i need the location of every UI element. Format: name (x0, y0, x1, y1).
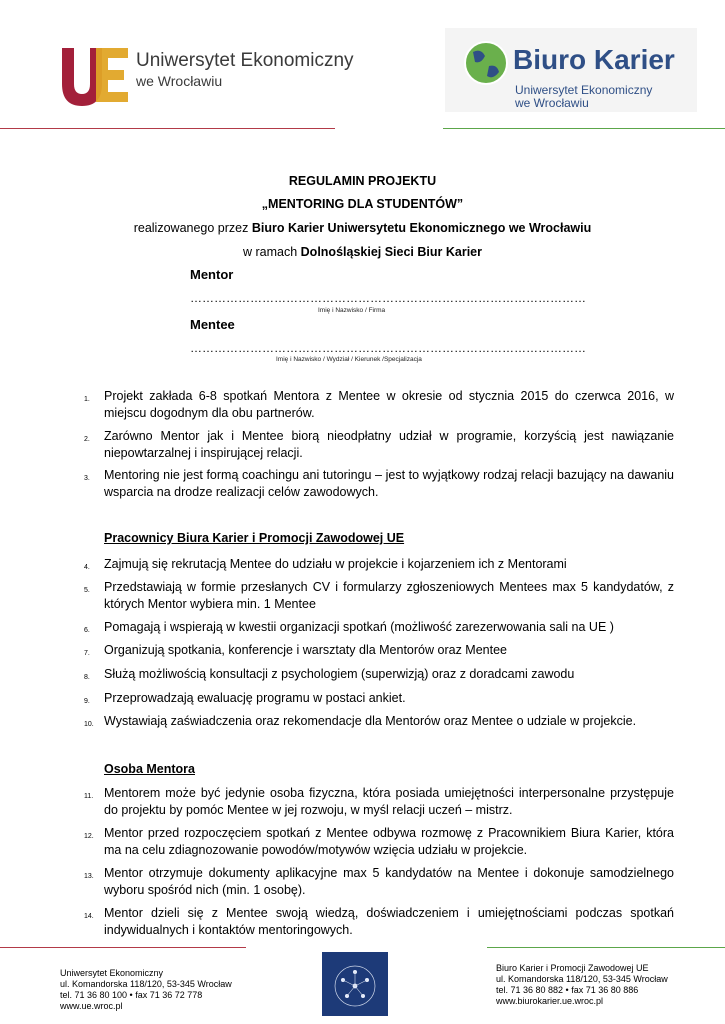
bk-title: Biuro Karier (513, 44, 675, 75)
item-number: 7. (84, 650, 90, 657)
footer-right-link[interactable]: www.biurokarier.ue.wroc.pl (496, 996, 604, 1006)
item-number: 3. (84, 475, 90, 482)
network-emblem-icon (322, 952, 388, 1016)
doc-title-line3-prefix: realizowanego przez (133, 221, 252, 235)
item-number: 14. (84, 913, 94, 920)
item-text: Mentor przed rozpoczęciem spotkań z Mentee odbywa rozmowę z Pracownikiem Biura Karier, która ma na celu zdiagnozowanie powodów/motywów wzięcia udziału w projekcie. (104, 826, 674, 857)
item-text: Mentor dzieli się z Mentee swoją wiedzą, doświadczeniem i umiejętnościami podczas spotkań indywidualnych i kontaktów mentoringowych. (104, 906, 674, 937)
item-text: Zarówno Mentor jak i Mentee biorą nieodpłatny udział w programie, korzyścią jest nawiązanie niepowtarzalnej i inspirującej relacji. (104, 429, 674, 460)
doc-title-line1: REGULAMIN PROJEKTU (288, 174, 437, 188)
section-title-pracownicy: Pracownicy Biura Karier i Promocji Zawodowej UE (104, 531, 405, 545)
footer-right-line: Biuro Karier i Promocji Zawodowej UE (496, 963, 649, 973)
item-text: Zajmują się rekrutacją Mentee do udziału w projekcie i kojarzeniem ich z Mentorami (104, 557, 567, 571)
ue-name-line1: Uniwersytet Ekonomiczny (136, 50, 354, 71)
doc-title-line4 (0, 245, 725, 259)
footer-right-line: tel. 71 36 80 882 • fax 71 36 80 886 (496, 985, 639, 995)
ue-logo (60, 44, 354, 108)
section-title-osoba-mentora: Osoba Mentora (104, 762, 195, 776)
footer-left-address (60, 968, 232, 1012)
item-text: Projekt zakłada 6-8 spotkań Mentora z Mentee w okresie od stycznia 2015 do czerwca 2016, w miejscu dogodnym dla obu partnerów. (104, 389, 674, 420)
header-rule-green (443, 128, 725, 129)
footer-rule-green (487, 947, 725, 948)
doc-title-line3-bold: Biuro Karier Uniwersytetu Ekonomicznego we Wrocławiu (251, 221, 592, 235)
mentee-caption: Imię i Nazwisko / Wydział / Kierunek /Specjalizacja (276, 356, 422, 363)
item-text: Mentor otrzymuje dokumenty aplikacyjne max 5 kandydatów na Mentee i dokonuje samodzielnego wyboru spośród nich (min. 1 osobę). (104, 866, 674, 897)
item-number: 12. (84, 833, 94, 840)
ue-name-line2: we Wrocławiu (136, 73, 223, 89)
footer-rule-red (0, 947, 246, 948)
dolnoslaska-siec-emblem (322, 952, 388, 1016)
footer-left-line: Uniwersytet Ekonomiczny (60, 968, 164, 978)
item-number: 10. (84, 721, 94, 728)
item-number: 8. (84, 674, 90, 681)
mentee-field[interactable]: ……………………………………………………………………………………… (190, 341, 586, 355)
footer-left-link[interactable]: www.ue.wroc.pl (60, 1001, 123, 1011)
item-number: 2. (84, 436, 90, 443)
item-text: Pomagają i wspierają w kwestii organizacji spotkań (możliwość zarezerwowania sali na UE ) (104, 620, 614, 634)
item-text: Wystawiają zaświadczenia oraz rekomendacje dla Mentorów oraz Mentee o udziale w projekcie. (104, 714, 637, 728)
item-number: 4. (84, 564, 90, 571)
item-text: Mentorem może być jedynie osoba fizyczna, która posiada umiejętności interpersonalne przystępuje do projektu by pomóc Mentee w jej rozwoju, w myśl relacji uczeń – mistrz. (104, 786, 674, 817)
bk-subtitle-line2: we Wrocławiu (515, 96, 589, 110)
item-text: Przedstawiają w formie przesłanych CV i formularzy zgłoszeniowych Mentees max 5 kandydatów, z których Mentor wybiera min. 1 Mentee (104, 580, 674, 611)
item-number: 13. (84, 873, 94, 880)
item-number: 5. (84, 587, 90, 594)
item-text: Przeprowadzają ewaluację programu w postaci ankiet. (104, 691, 406, 705)
item-text: Organizują spotkania, konferencje i warsztaty dla Mentorów oraz Mentee (104, 643, 507, 657)
doc-title-line3 (0, 221, 725, 235)
mentor-caption: Imię i Nazwisko / Firma (318, 307, 386, 314)
mentor-field[interactable]: ……………………………………………………………………………………… (190, 291, 586, 305)
item-number: 11. (84, 793, 94, 800)
item-text: Służą możliwością konsultacji z psychologiem (superwizją) oraz z doradcami zawodu (104, 667, 575, 681)
footer-left-line: tel. 71 36 80 100 • fax 71 36 72 778 (60, 990, 203, 1000)
ue-logo-mark-icon (60, 44, 130, 106)
doc-title-line4-prefix: w ramach (243, 245, 301, 259)
footer-right-address (496, 963, 668, 1007)
biuro-karier-globe-icon (461, 38, 511, 88)
header-rule-red (0, 128, 335, 129)
item-number: 1. (84, 396, 90, 403)
biuro-karier-logo (445, 28, 697, 112)
item-number: 6. (84, 627, 90, 634)
footer-right-line: ul. Komandorska 118/120, 53-345 Wrocław (496, 974, 668, 984)
footer-left-line: ul. Komandorska 118/120, 53-345 Wrocław (60, 979, 232, 989)
doc-title-line4-bold: Dolnośląskiej Sieci Biur Karier (300, 245, 482, 259)
item-text: Mentoring nie jest formą coachingu ani tutoringu – jest to wyjątkowy rodzaj relacji bazujący na dawaniu wsparcia na drodze realizacji celów zawodowych. (104, 468, 674, 499)
mentee-label: Mentee (190, 317, 235, 332)
item-number: 9. (84, 698, 90, 705)
mentor-label: Mentor (190, 267, 234, 282)
bk-subtitle-line1: Uniwersytet Ekonomiczny (515, 83, 653, 97)
doc-title-line2: „MENTORING DLA STUDENTÓW” (261, 197, 464, 211)
